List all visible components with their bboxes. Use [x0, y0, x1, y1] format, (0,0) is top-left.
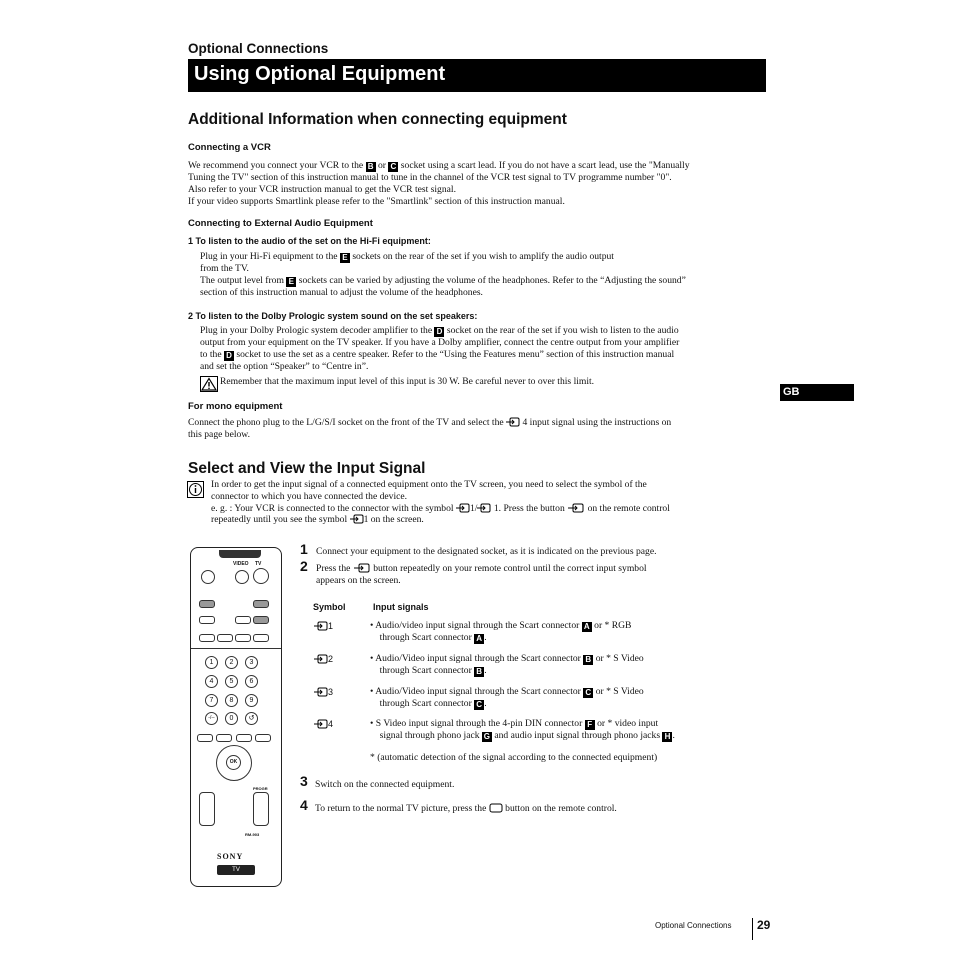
- step-3-number: 3: [300, 773, 308, 789]
- footer-section: Optional Connections: [655, 921, 732, 930]
- language-tab: GB: [780, 384, 854, 401]
- input-icon: [477, 503, 491, 513]
- page-number: 29: [757, 918, 771, 932]
- input-icon: [314, 654, 328, 664]
- audio-item2-text: Plug in your Dolby Prologic system decoder amplifier to the D socket on the rear of the set if you wish to listen to the audio output from your equipment on the TV speaker. If you have a Dolby amplifier, connect the centre output from your amplifier to the D socket to use the set as a centre speaker. Refer to the “Using the Features menu” section of this instruction manual and set the option “Speaker” to “Centre in”.: [200, 325, 680, 372]
- socket-e-badge: E: [286, 277, 296, 287]
- step-3-text: Switch on the connected equipment.: [315, 779, 455, 790]
- socket-d-badge: D: [224, 351, 234, 361]
- table-row: 3: [314, 687, 333, 697]
- vcr-paragraph: We recommend you connect your VCR to the B or C socket using a scart lead. If you do not have a scart lead, use the "Manually Tuning the TV" section of this instruction manual to tune in the channel of the VCR test signal to TV programme number "0". Also refer to your VCR instruction manual to get the VCR test signal. If your video supports Smartlink please refer to the "Smartlink" section of this instruction manual.: [188, 160, 690, 207]
- warning-icon: [200, 376, 218, 397]
- remote-control-illustration: VIDEO TV 1 2 3 4 5 6 7 8 9 -/-- 0 ↺ OK PROGR RM-903 SONY TV: [190, 547, 282, 887]
- additional-heading: Additional Information when connecting equipment: [188, 111, 567, 128]
- table-row-text: • Audio/Video input signal through the Scart connector C or * S Video through Scart connector C .: [370, 686, 644, 709]
- input-select-icon: [353, 563, 371, 573]
- socket-d-badge: D: [434, 327, 444, 337]
- socket-b-badge: B: [366, 162, 376, 172]
- audio-item2-heading: 2 To listen to the Dolby Prologic system sound on the set speakers:: [188, 311, 478, 321]
- table-row: 1: [314, 621, 333, 631]
- vcr-heading: Connecting a VCR: [188, 142, 271, 153]
- page-title: Using Optional Equipment: [194, 63, 446, 85]
- table-row-text: • S Video input signal through the 4-pin DIN connector F or * video input signal through phono jack G and audio input signal through phono jacks H .: [370, 718, 675, 741]
- table-note: * (automatic detection of the signal according to the connected equipment): [370, 752, 658, 763]
- title-bar: [188, 59, 766, 92]
- input-icon: [314, 687, 328, 697]
- mono-text: Connect the phono plug to the L/G/S/I socket on the front of the TV and select the 4 input signal using the instructions on this page below.: [188, 417, 672, 440]
- step-1-text: Connect your equipment to the designated socket, as it is indicated on the previous page.: [316, 546, 657, 557]
- table-row-text: • Audio/video input signal through the Scart connector A or * RGB through Scart connector A .: [370, 620, 632, 643]
- step-4-number: 4: [300, 797, 308, 813]
- input-icon: [314, 621, 328, 631]
- mono-heading: For mono equipment: [188, 401, 283, 412]
- col-symbol-header: Symbol: [313, 602, 346, 612]
- table-row: 4: [314, 719, 333, 729]
- footer-divider: [752, 918, 753, 940]
- col-input-header: Input signals: [373, 602, 429, 612]
- input-select-icon: [567, 503, 585, 513]
- table-row: 2: [314, 654, 333, 664]
- audio-item1-heading: 1 To listen to the audio of the set on the Hi-Fi equipment:: [188, 236, 431, 246]
- sony-logo: SONY: [217, 852, 244, 861]
- input-icon: [314, 719, 328, 729]
- step-1-number: 1: [300, 541, 308, 557]
- tv-mode-icon: [489, 803, 503, 813]
- input-icon: [456, 503, 470, 513]
- audio-item1-text: Plug in your Hi-Fi equipment to the E sockets on the rear of the set if you wish to amplify the audio output from the TV. The output level from E sockets can be varied by adjusting the volume of the headphones. Refer to the “Adjusting the sound” section of this instruction manual to adjust the volume of the headphones.: [200, 251, 686, 298]
- table-row-text: • Audio/Video input signal through the Scart connector B or * S Video through Scart connector B .: [370, 653, 644, 676]
- info-icon: [187, 481, 204, 503]
- select-intro: In order to get the input signal of a connected equipment onto the TV screen, you need to select the symbol of the connector to which you have connected the device. e. g. : Your VCR is connected to the connector with the symbol 1/ 1. Press the button on the remote control repeatedly until you see the symbol 1 on the screen.: [211, 479, 670, 526]
- audio-heading: Connecting to External Audio Equipment: [188, 218, 373, 229]
- socket-c-badge: C: [388, 162, 398, 172]
- step-2-number: 2: [300, 558, 308, 574]
- select-heading: Select and View the Input Signal: [188, 460, 426, 477]
- input-icon: [350, 514, 364, 524]
- warning-text: Remember that the maximum input level of this input is 30 W. Be careful never to over this limit.: [220, 376, 595, 387]
- socket-e-badge: E: [340, 253, 350, 263]
- step-4-text: To return to the normal TV picture, press the button on the remote control.: [315, 803, 617, 814]
- section-label: Optional Connections: [188, 41, 329, 56]
- step-2-text: Press the button repeatedly on your remote control until the correct input symbol appears on the screen.: [316, 563, 647, 586]
- input-icon: [506, 417, 520, 427]
